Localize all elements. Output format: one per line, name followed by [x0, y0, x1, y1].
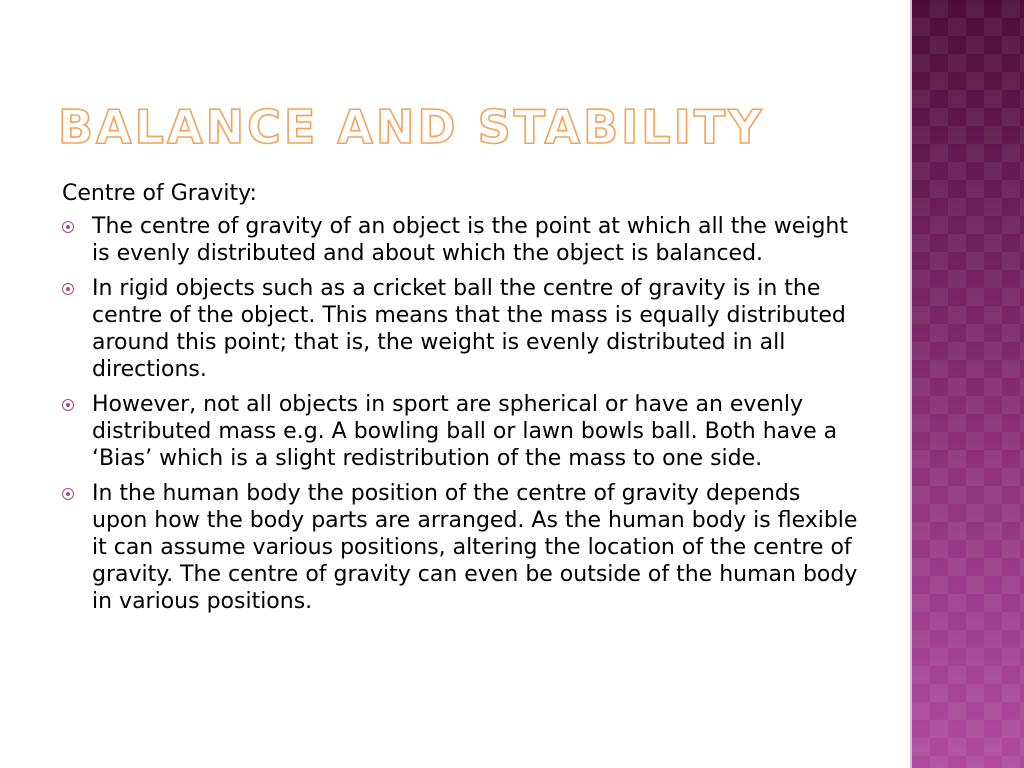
decorative-side-band — [912, 0, 1024, 768]
circle-dot-bullet-icon — [62, 488, 74, 500]
circle-dot-bullet-icon — [62, 221, 74, 233]
bullet-text: However, not all objects in sport are spherical or have an evenly distributed mass e.g. A bowling ball or lawn bowls ball. Both have a ‘Bias’ which is a slight redistribution of the mass to one side. — [92, 392, 838, 471]
lead-text: Centre of Gravity: — [62, 181, 257, 206]
bullet-text: In the human body the position of the centre of gravity depends upon how the body parts are arranged. As the human body is flexible it can assume various positions, altering the location of the centre of gravity. The centre of gravity can even be outside of the human body in various positions. — [92, 481, 858, 614]
bullet-list — [62, 213, 862, 615]
bullet-text: The centre of gravity of an object is the point at which all the weight is evenly distributed and about which the object is balanced. — [92, 214, 848, 266]
bullet-text: In rigid objects such as a cricket ball the centre of gravity is in the centre of the object. This means that the mass is equally distributed around this point; that is, the weight is evenly distributed in all directions. — [92, 276, 846, 382]
bullet-item — [62, 275, 862, 383]
slide-title: BALANCE AND STABILITY — [58, 100, 765, 154]
circle-dot-bullet-icon — [62, 399, 74, 411]
bullet-item — [62, 391, 862, 472]
slide-content — [62, 180, 862, 623]
bullet-item — [62, 213, 862, 267]
circle-dot-bullet-icon — [62, 283, 74, 295]
bullet-item — [62, 480, 862, 615]
